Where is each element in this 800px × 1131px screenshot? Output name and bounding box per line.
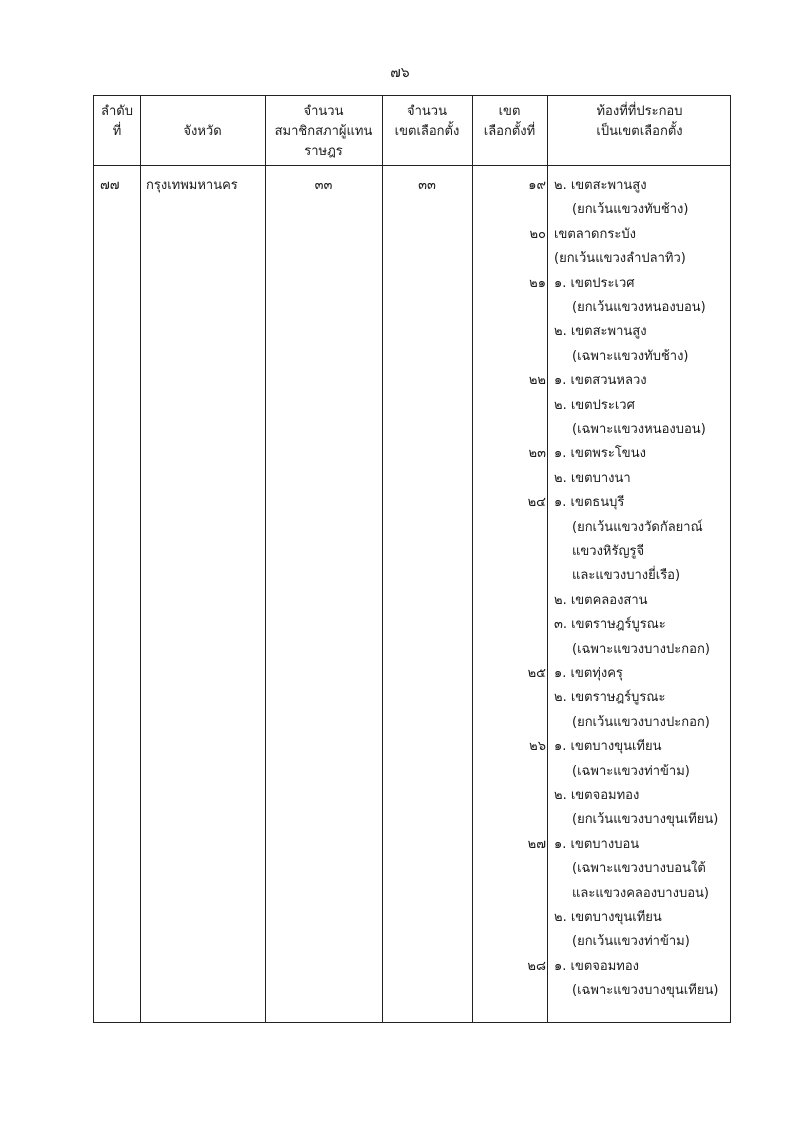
- district-number: [478, 884, 546, 908]
- area-line: ๒. เขตบางนา: [554, 470, 631, 486]
- district-number: [478, 200, 546, 224]
- area-line: (ยกเว้นแขวงวัดกัลยาณ์: [572, 519, 703, 535]
- district-number: [478, 786, 546, 810]
- column-divider: [547, 96, 548, 1022]
- header-province: จังหวัด: [183, 124, 222, 139]
- district-number: [478, 981, 546, 1005]
- district-number: [478, 688, 546, 712]
- area-line: ๓. เขตราษฎร์บูรณะ: [554, 617, 666, 633]
- district-number: [478, 396, 546, 420]
- column-divider: [140, 96, 141, 1022]
- area-line: (เฉพาะแขวงท่าข้าม): [572, 763, 690, 779]
- district-number: ๒๗: [527, 836, 546, 852]
- column-divider: [382, 96, 383, 1022]
- district-number: ๒๘: [527, 958, 546, 974]
- district-number: [478, 249, 546, 273]
- area-line: (ยกเว้นแขวงบางขุนเทียน): [572, 812, 719, 828]
- area-line: ๑. เขตธนบุรี: [554, 495, 625, 511]
- district-number: [478, 518, 546, 542]
- area-line: (เฉพาะแขวงบางขุนเทียน): [572, 983, 719, 999]
- area-line: ๒. เขตสะพานสูง: [554, 324, 647, 340]
- area-line: (ยกเว้นแขวงท่าข้าม): [572, 934, 690, 950]
- area-line: (ยกเว้นแขวงหนองบอน): [572, 300, 706, 315]
- column-divider: [265, 96, 266, 1022]
- area-line: ๒. เขตราษฎร์บูรณะ: [554, 690, 666, 706]
- header-areas: ท้องที่ที่ประกอบ เป็นเขตเลือกตั้ง: [596, 104, 683, 139]
- district-number: [478, 322, 546, 346]
- area-line: ๑. เขตบางบอน: [554, 836, 640, 852]
- district-number: [478, 469, 546, 493]
- district-number: [478, 298, 546, 322]
- area-line: (ยกเว้นแขวงบางปะกอก): [572, 714, 710, 730]
- record-province: กรุงเทพมหานคร: [146, 178, 238, 193]
- area-line: ๑. เขตจอมทอง: [554, 958, 640, 974]
- area-line: (เฉพาะแขวงหนองบอน): [572, 422, 706, 437]
- header-district: เขต เลือกตั้งที่: [483, 104, 536, 139]
- area-line: (ยกเว้นแขวงลำปลาทิว): [554, 251, 686, 267]
- district-number: [478, 591, 546, 615]
- header-order: ลำดับ ที่: [101, 104, 133, 139]
- area-line: ๒. เขตประเวศ: [554, 397, 635, 413]
- district-number: ๑๙: [528, 178, 546, 193]
- record-order: ๗๗: [100, 178, 120, 193]
- area-line: ๒. เขตจอมทอง: [554, 788, 640, 803]
- area-line: (เฉพาะแขวงทับช้าง): [572, 348, 689, 364]
- area-line: ๒. เขตบางขุนเทียน: [554, 910, 662, 925]
- area-line: ๒. เขตคลองสาน: [554, 592, 648, 608]
- area-line: ๑. เขตพระโขนง: [554, 446, 646, 462]
- district-number: [478, 615, 546, 639]
- district-number: ๒๑: [529, 275, 546, 291]
- header-divider: [94, 165, 730, 166]
- district-number: ๒๔: [527, 495, 546, 511]
- record-constituencies: ๓๓: [418, 178, 436, 193]
- area-line: (เฉพาะแขวงบางปะกอก): [572, 641, 710, 657]
- district-number: [478, 420, 546, 444]
- column-divider: [472, 96, 473, 1022]
- district-number: [478, 640, 546, 664]
- district-number: [478, 859, 546, 883]
- area-line: ๒. เขตสะพานสูง: [554, 178, 647, 193]
- area-line: เขตลาดกระบัง: [554, 226, 636, 242]
- district-number: ๒๓: [528, 446, 546, 462]
- record-members: ๓๓: [314, 178, 333, 193]
- district-number: ๒๐: [529, 226, 546, 242]
- district-number: [478, 932, 546, 956]
- district-number: ๒๖: [529, 739, 546, 755]
- district-number: [478, 566, 546, 590]
- district-number: ๒๒: [528, 373, 546, 389]
- area-line: แขวงหิรัญรูจี: [572, 544, 645, 559]
- page-number: ๗๖: [390, 65, 410, 81]
- district-number: [478, 762, 546, 786]
- district-number: [478, 347, 546, 371]
- area-line: ๑. เขตทุ่งครุ: [554, 666, 623, 681]
- district-number: ๒๕: [527, 666, 546, 681]
- district-number: [478, 810, 546, 834]
- area-line: (เฉพาะแขวงบางบอนใต้: [572, 861, 706, 877]
- area-line: ๑. เขตบางขุนเทียน: [554, 739, 662, 755]
- area-line: ๑. เขตสวนหลวง: [554, 373, 647, 389]
- header-members: จำนวน สมาชิกสภาผู้แทน ราษฎร: [274, 104, 373, 159]
- area-line: ๑. เขตประเวศ: [554, 275, 635, 291]
- district-number: [478, 713, 546, 737]
- area-line: (ยกเว้นแขวงทับช้าง): [572, 202, 689, 218]
- area-line: และแขวงบางยี่เรือ): [572, 568, 681, 584]
- constituency-table: [93, 95, 731, 1023]
- header-constituencies: จำนวน เขตเลือกตั้ง: [394, 104, 460, 139]
- area-line: และแขวงคลองบางบอน): [572, 885, 709, 901]
- district-number: [478, 908, 546, 932]
- district-number: [478, 542, 546, 566]
